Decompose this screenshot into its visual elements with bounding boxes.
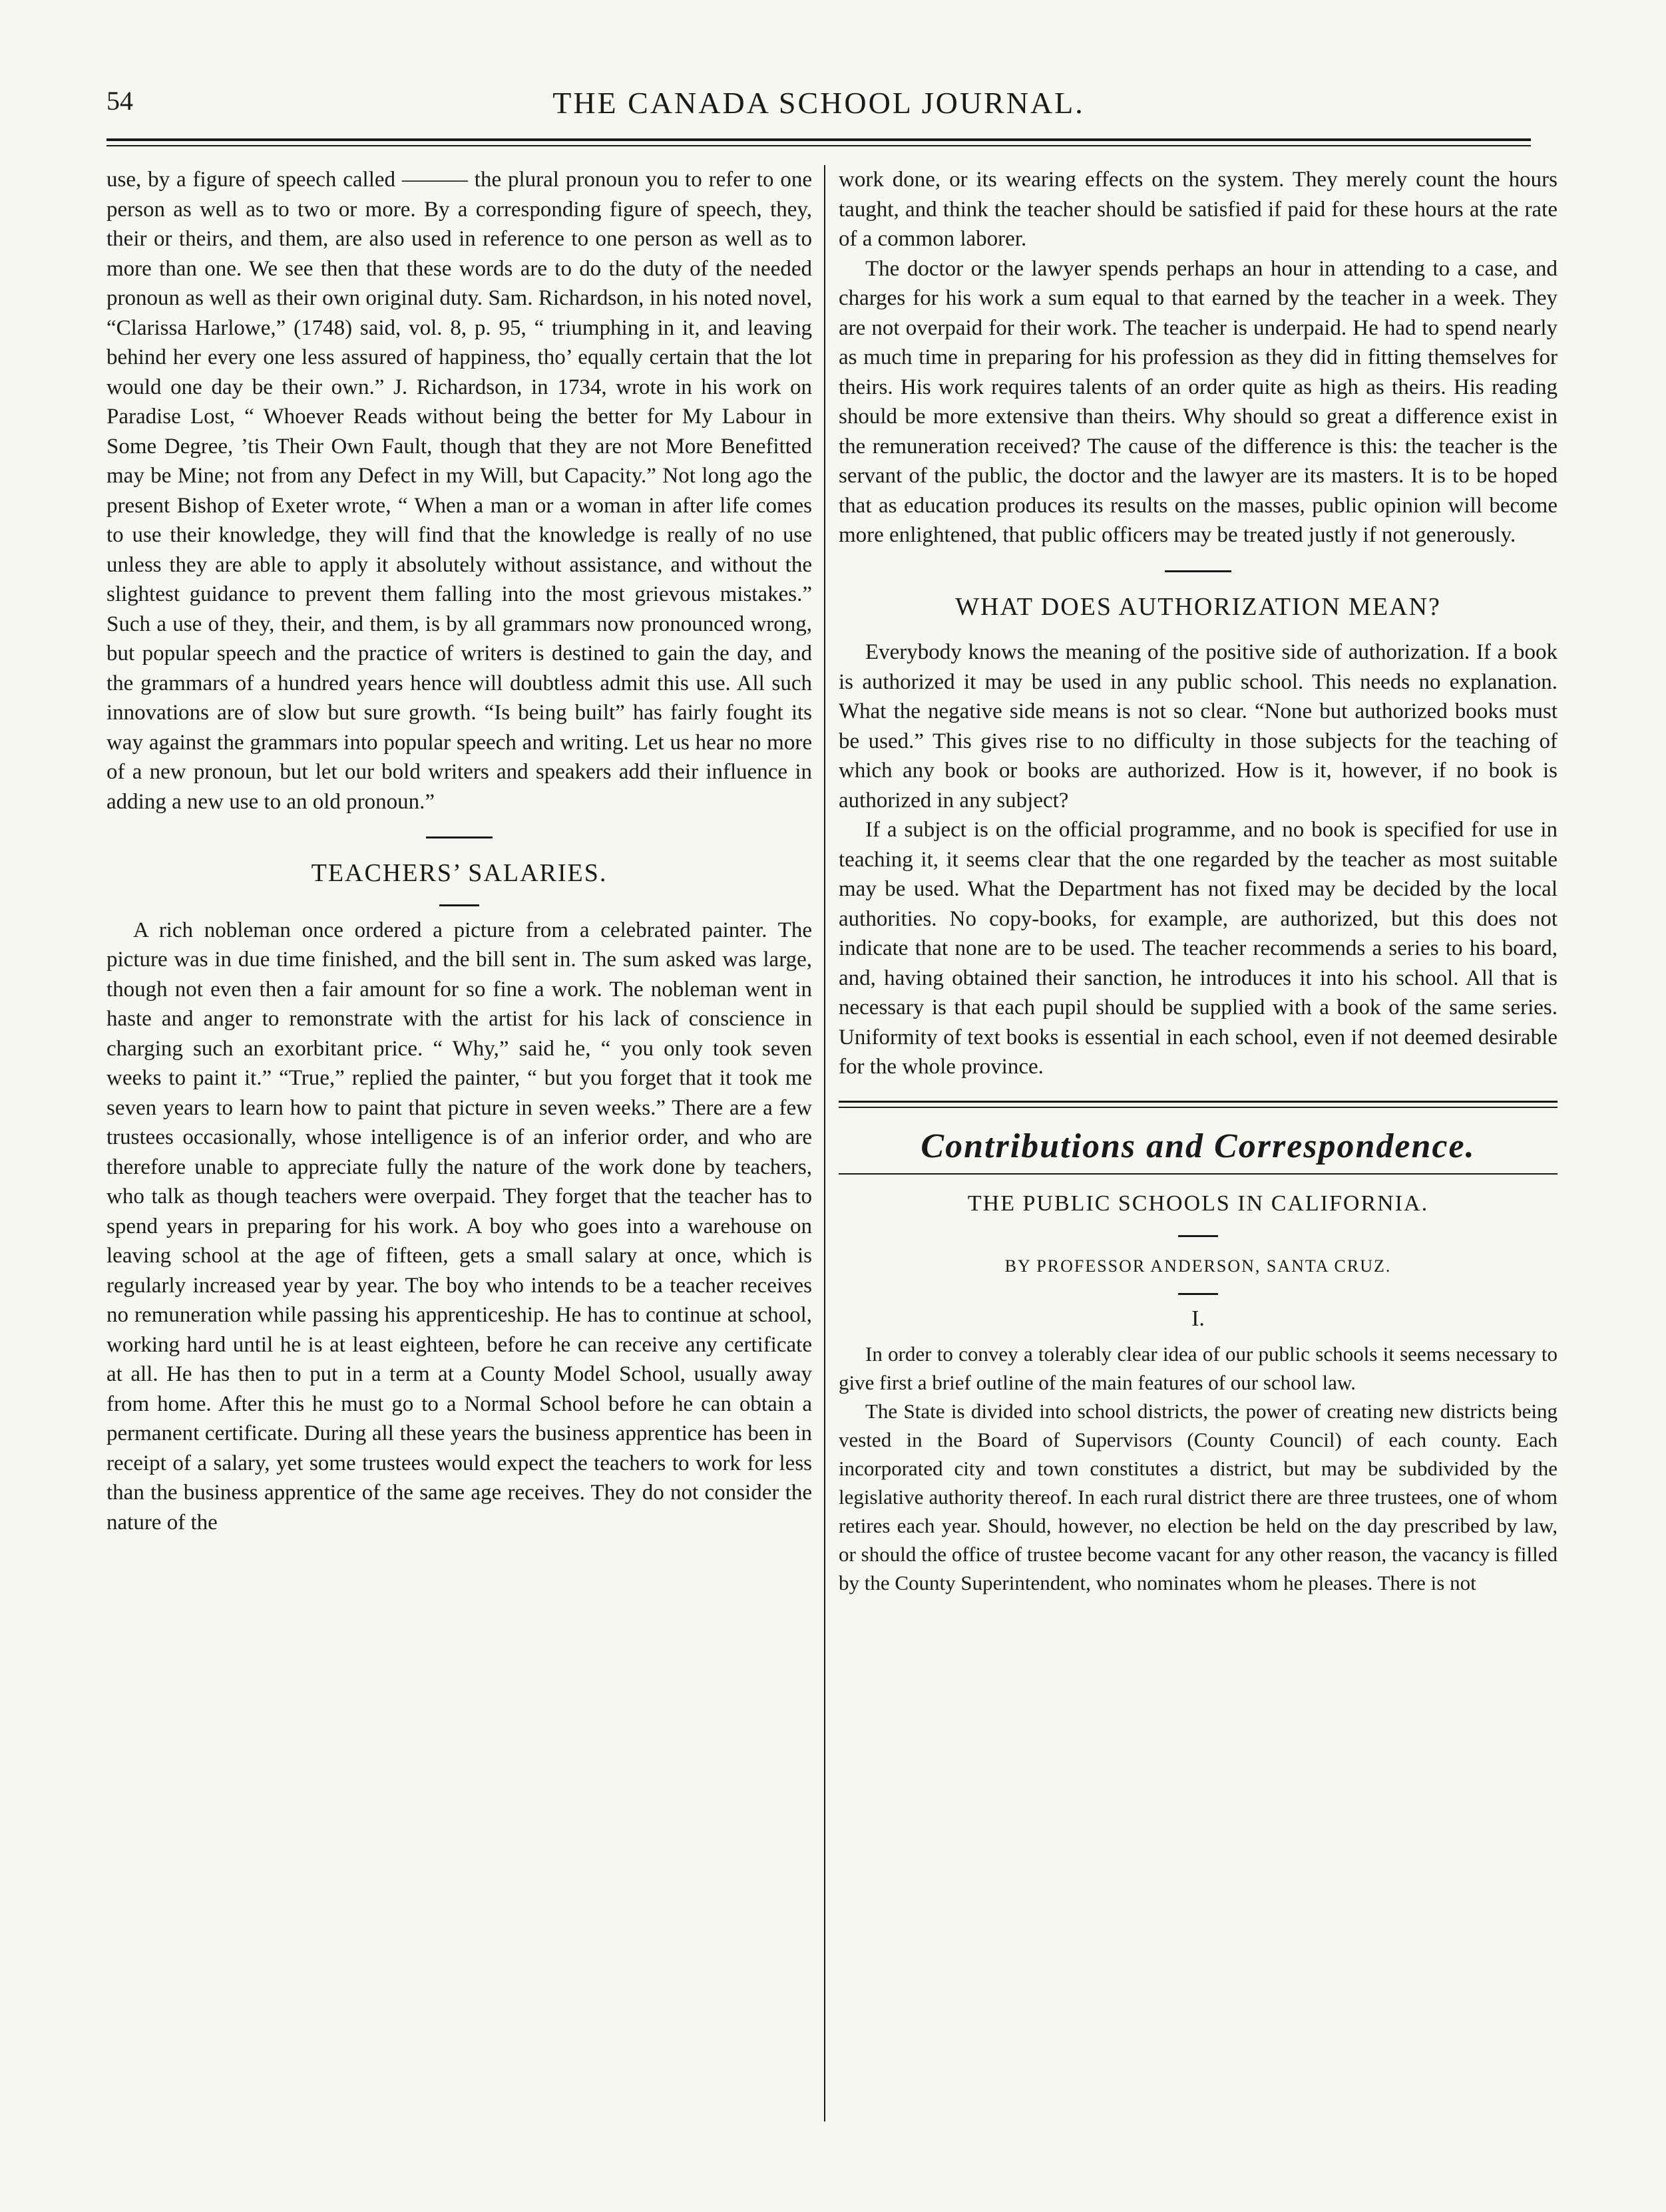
teachers-salaries-title: TEACHERS’ SALARIES. (311, 859, 608, 887)
authorization-title: WHAT DOES AUTHORIZATION MEAN? (955, 592, 1441, 621)
section-divider (1165, 570, 1231, 572)
column-divider (824, 165, 825, 2121)
teachers-salaries-text: A rich nobleman once ordered a picture from a celebrated painter. The picture was in due time finished, and the bill sent in. The sum asked was large, though not even then a fair amount for so fine a work. The nobleman went in haste and anger to remonstrate with the artist for his lack of conscience in charging such an exorbitant price. “ Why,” said he, “ you only took seven weeks to paint it.” “True,” replied the painter, “ but you forget that it took me seven years to learn how to paint that picture in seven weeks.” There are a few trustees occasionally, whose intelligence is of an inferior order, and who are therefore unable to appreciate fully the nature of the work done by teachers, who talk as though teachers were overpaid. They forget that the teacher has to spend years in preparing for his work. A boy who goes into a warehouse on leaving school at the age of fifteen, gets a small salary at once, which is regularly increased year by year. The boy who intends to be a teacher receives no remuneration while passing his apprenticeship. He has to continue at school, working hard until he is at least eighteen, before he can receive any certificate at all. He has then to put in a term at a County Model School, usually away from home. After this he must go to a Normal School before he can obtain a permanent certificate. During all these years the business apprentice has been in receipt of a salary, yet some trustees would expect the teachers to work for less than the business apprentice of the same age receives. They do not consider the nature of the (106, 918, 812, 1535)
heading-rule-bottom (839, 1173, 1558, 1175)
author-byline: BY PROFESSOR ANDERSON, SANTA CRUZ. (1004, 1256, 1392, 1276)
california-title: THE PUBLIC SCHOOLS IN CALIFORNIA. (967, 1191, 1429, 1216)
california-text-2: The State is divided into school districts, the power of creating new districts being vested in the Board of Supervisors (County Council) of each county. Each incorporated city and town constitutes a district, but may be subdivided by the legislative authority thereof. In each rural district there are three trustees, one of whom retires each year. Should, however, no election be held on the day prescribed by law, or should the office of trustee become vacant for any other reason, the vacancy is filled by the County Superintendent, who nominates whom he pleases. There is not (839, 1399, 1558, 1594)
heading-rule-second (839, 1107, 1558, 1108)
left-column (106, 165, 812, 1537)
page-header (106, 85, 1531, 132)
byline-underline (1178, 1293, 1218, 1295)
section-number: I. (1191, 1306, 1205, 1331)
salaries-continued-text: work done, or its wearing effects on the system. They merely count the hours taught, and think the teacher should be satisfied if paid for these hours at the rate of a common laborer. (839, 168, 1558, 251)
journal-title: THE CANADA SCHOOL JOURNAL. (552, 86, 1085, 120)
authorization-text-2: If a subject is on the official programme, and no book is specified for use in teaching it, it seems clear that the one regarded by the teacher as most suitable may be used. What the Department has not fixed may be decided by the local authorities. No copy-books, for example, are authorized, but this does not indicate that none are to be used. The teacher recommends a series to his board, and, having obtained their sanction, he introduces it into his school. All that is necessary is that each pupil should be supplied with a book of the same series. Uniformity of text books is essential in each school, even if not deemed desirable for the whole province. (839, 818, 1558, 1079)
page-number: 54 (106, 86, 133, 116)
pronoun-article-text: use, by a figure of speech called ——— the plural pronoun you to refer to one person as well as to two or more. By a corresponding figure of speech, they, their or theirs, and them, are also used in reference to one person as well as to more than one. We see then that these words are to do the duty of the needed pronoun as well as their own original duty. Sam. Richardson, in his noted novel, “Clarissa Harlowe,” (1748) said, vol. 8, p. 95, “ triumphing in it, and leaving behind her every one less assured of happiness, tho’ equally certain that the lot would one day be their own.” J. Richardson, in 1734, wrote in his work on Paradise Lost, “ Whoever Reads without being the better for My Labour in Some Degree, ’tis Their Own Fault, though that they are not More Benefitted may be Mine; not from any Defect in my Will, but Capacity.” Not long ago the present Bishop of Exeter wrote, “ When a man or a woman in after life comes to use their knowledge, they will find that the knowledge is really of no use unless they are able to apply it absolutely without assistance, and without the slightest guidance to prevent them falling into the most grievous mistakes.” Such a use of they, their, and them, is by all grammars now pronounced wrong, but popular speech and the practice of writers is destined to gain the day, and the grammars of a hundred years hence will doubtless admit this use. All such innovations are of slow but sure growth. “Is being built” has fairly fought its way against the grammars into popular speech and writing. Let us hear no more of a new pronoun, but let our bold writers and speakers add their influence in adding a new use to an old pronoun.” (106, 168, 812, 814)
salaries-continued-text-2: The doctor or the lawyer spends perhaps an hour in attending to a case, and charges for his work a sum equal to that earned by the teacher in a week. They are not overpaid for their work. The teacher is underpaid. He had to spend nearly as much time in preparing for his profession as they did in fitting themselves for theirs. His work requires talents of an order quite as high as theirs. His reading should be more extensive than theirs. Why should so great a difference exist in the remuneration received? The cause of the difference is this: the teacher is the servant of the public, the doctor and the lawyer are its masters. It is to be hoped that as education produces its results on the masses, public opinion will become more enlightened, that public officers may be treated justly if not generously. (839, 256, 1558, 547)
section-divider (426, 836, 493, 838)
contributions-heading: Contributions and Correspondence. (921, 1127, 1476, 1165)
header-rule-top (106, 138, 1531, 141)
title-underline (1178, 1235, 1218, 1237)
header-rule-bottom (106, 145, 1531, 146)
title-underline (439, 904, 479, 906)
california-text-1: In order to convey a tolerably clear idea of our public schools it seems necessary to give first a brief outline of the main features of our school law. (839, 1342, 1558, 1394)
authorization-text-1: Everybody knows the meaning of the positive side of authorization. If a book is authorized it may be used in any public school. This needs no explanation. What the negative side means is not so clear. “None but authorized books must be used.” This gives rise to no difficulty in those subjects for the teaching of which any book or books are authorized. How is it, however, if no book is authorized in any subject? (839, 640, 1558, 813)
heading-rule-top (839, 1101, 1558, 1103)
right-column (839, 165, 1558, 1597)
